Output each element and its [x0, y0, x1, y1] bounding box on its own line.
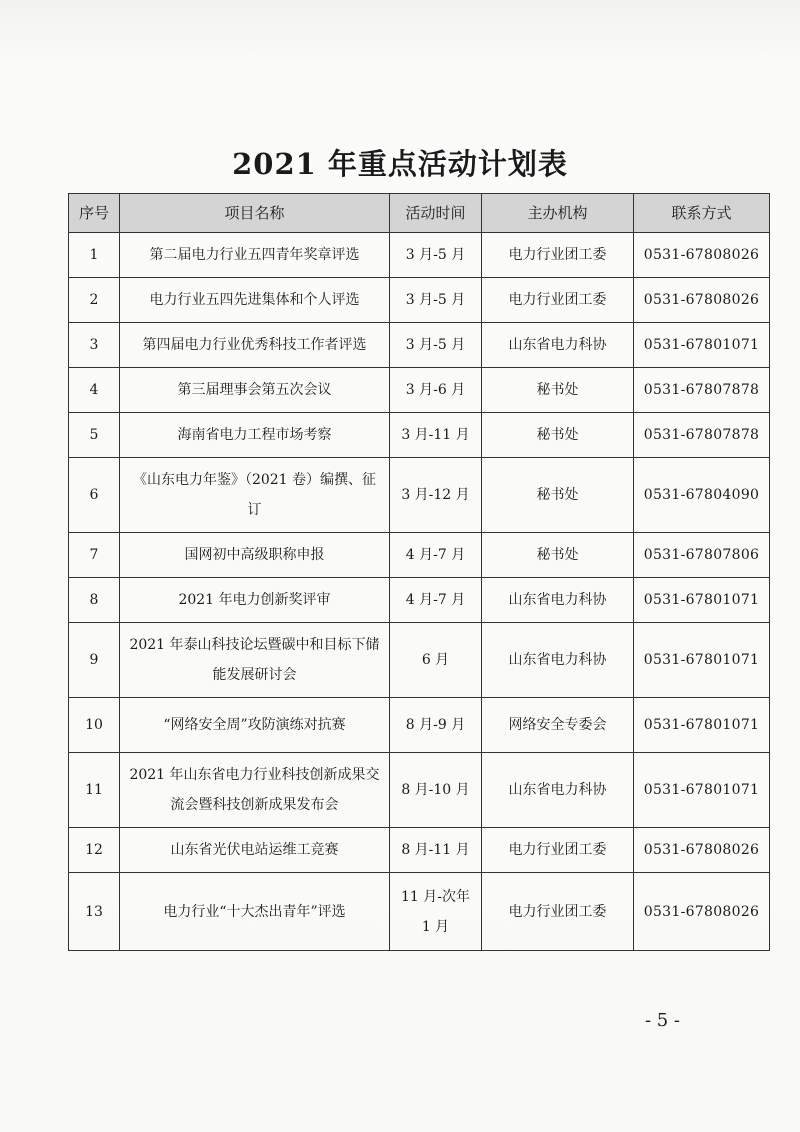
- row-contact: 0531-67808026: [634, 828, 770, 873]
- row-time: 8 月-11 月: [390, 828, 482, 873]
- row-org: 秘书处: [482, 458, 634, 533]
- table-row: [69, 368, 770, 413]
- row-seq: 12: [69, 828, 120, 873]
- table-header-row: [69, 194, 770, 233]
- row-org: 秘书处: [482, 368, 634, 413]
- row-time: 8 月-9 月: [390, 698, 482, 753]
- header-contact: 联系方式: [634, 194, 770, 233]
- row-contact: 0531-67808026: [634, 278, 770, 323]
- row-name: 第三届理事会第五次会议: [120, 368, 390, 413]
- row-seq: 11: [69, 753, 120, 828]
- row-seq: 6: [69, 458, 120, 533]
- row-time: 11 月-次年 1 月: [390, 873, 482, 951]
- table-row: [69, 458, 770, 533]
- row-name: 2021 年泰山科技论坛暨碳中和目标下储能发展研讨会: [120, 623, 390, 698]
- row-time: 3 月-5 月: [390, 233, 482, 278]
- row-contact: 0531-67807878: [634, 413, 770, 458]
- row-seq: 9: [69, 623, 120, 698]
- table-row: [69, 698, 770, 753]
- row-name: 《山东电力年鉴》（2021 卷）编撰、征订: [120, 458, 390, 533]
- row-name: 电力行业五四先进集体和个人评选: [120, 278, 390, 323]
- row-name: 2021 年电力创新奖评审: [120, 578, 390, 623]
- table-row: [69, 233, 770, 278]
- row-contact: 0531-67808026: [634, 233, 770, 278]
- header-seq: 序号: [69, 194, 120, 233]
- row-name: 电力行业“十大杰出青年”评选: [120, 873, 390, 951]
- row-name: 第四届电力行业优秀科技工作者评选: [120, 323, 390, 368]
- header-name: 项目名称: [120, 194, 390, 233]
- row-contact: 0531-67807806: [634, 533, 770, 578]
- row-time: 8 月-10 月: [390, 753, 482, 828]
- row-seq: 10: [69, 698, 120, 753]
- row-time: 3 月-11 月: [390, 413, 482, 458]
- table-row: [69, 533, 770, 578]
- row-time: 4 月-7 月: [390, 533, 482, 578]
- page-title: 2021 年重点活动计划表: [232, 147, 568, 181]
- row-name: 山东省光伏电站运维工竞赛: [120, 828, 390, 873]
- row-time: 3 月-12 月: [390, 458, 482, 533]
- row-name: 国网初中高级职称申报: [120, 533, 390, 578]
- row-seq: 4: [69, 368, 120, 413]
- row-time: 3 月-5 月: [390, 323, 482, 368]
- row-name: 2021 年山东省电力行业科技创新成果交流会暨科技创新成果发布会: [120, 753, 390, 828]
- row-org: 山东省电力科协: [482, 753, 634, 828]
- row-org: 山东省电力科协: [482, 578, 634, 623]
- table-row: [69, 578, 770, 623]
- row-org: 电力行业团工委: [482, 873, 634, 951]
- row-time: 3 月-6 月: [390, 368, 482, 413]
- table-row: [69, 278, 770, 323]
- row-contact: 0531-67801071: [634, 323, 770, 368]
- row-org: 山东省电力科协: [482, 623, 634, 698]
- row-seq: 7: [69, 533, 120, 578]
- row-seq: 13: [69, 873, 120, 951]
- table-row: [69, 623, 770, 698]
- table-row: [69, 828, 770, 873]
- row-org: 电力行业团工委: [482, 278, 634, 323]
- row-contact: 0531-67807878: [634, 368, 770, 413]
- page-number: - 5 -: [644, 1010, 680, 1031]
- header-org: 主办机构: [482, 194, 634, 233]
- row-contact: 0531-67808026: [634, 873, 770, 951]
- header-time: 活动时间: [390, 194, 482, 233]
- row-seq: 1: [69, 233, 120, 278]
- row-org: 网络安全专委会: [482, 698, 634, 753]
- row-seq: 5: [69, 413, 120, 458]
- row-seq: 8: [69, 578, 120, 623]
- row-contact: 0531-67801071: [634, 753, 770, 828]
- row-name: 海南省电力工程市场考察: [120, 413, 390, 458]
- row-org: 电力行业团工委: [482, 828, 634, 873]
- row-org: 山东省电力科协: [482, 323, 634, 368]
- row-org: 电力行业团工委: [482, 233, 634, 278]
- table-row: [69, 413, 770, 458]
- row-time: 6 月: [390, 623, 482, 698]
- row-contact: 0531-67801071: [634, 578, 770, 623]
- row-org: 秘书处: [482, 413, 634, 458]
- row-time: 4 月-7 月: [390, 578, 482, 623]
- row-contact: 0531-67801071: [634, 698, 770, 753]
- table-row: [69, 753, 770, 828]
- row-seq: 3: [69, 323, 120, 368]
- row-contact: 0531-67804090: [634, 458, 770, 533]
- activity-plan-table: [68, 193, 770, 951]
- table-row: [69, 323, 770, 368]
- row-time: 3 月-5 月: [390, 278, 482, 323]
- row-name: “网络安全周”攻防演练对抗赛: [120, 698, 390, 753]
- row-seq: 2: [69, 278, 120, 323]
- row-org: 秘书处: [482, 533, 634, 578]
- row-name: 第二届电力行业五四青年奖章评选: [120, 233, 390, 278]
- table-row: [69, 873, 770, 951]
- row-contact: 0531-67801071: [634, 623, 770, 698]
